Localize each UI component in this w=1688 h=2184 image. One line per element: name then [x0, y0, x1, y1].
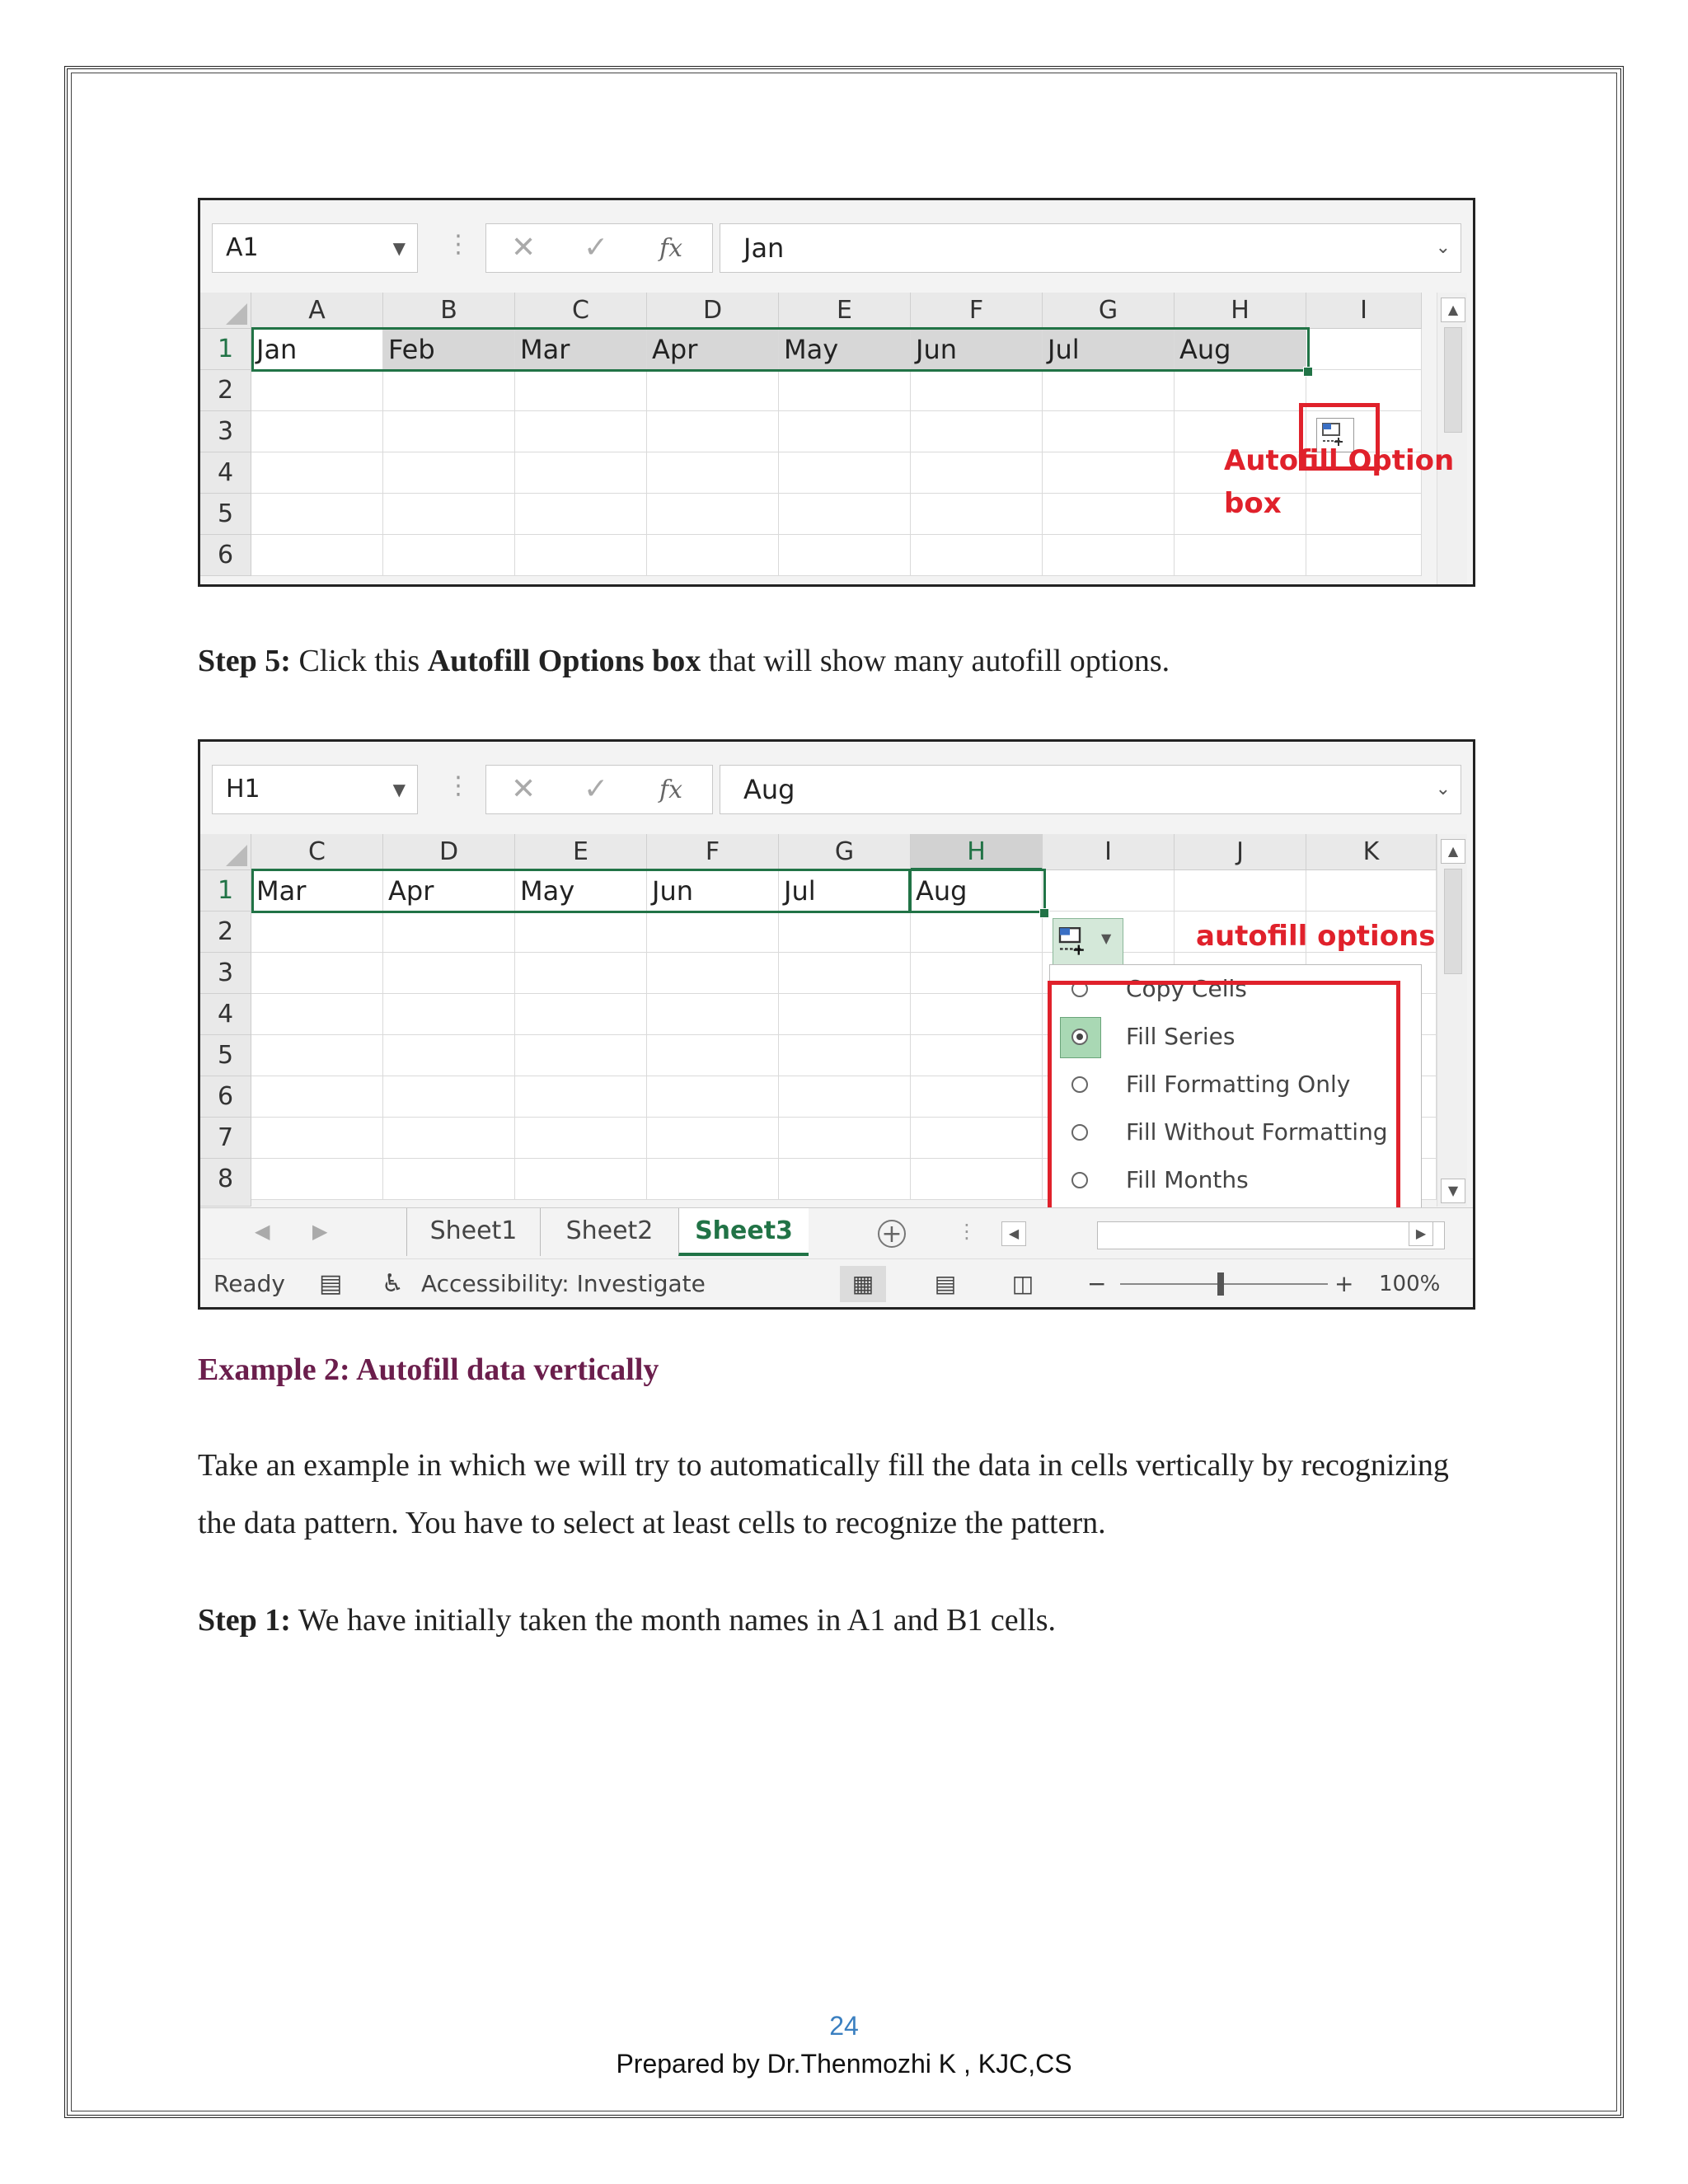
cell[interactable] — [383, 494, 515, 535]
cell[interactable] — [911, 1159, 1043, 1200]
cell[interactable] — [779, 535, 911, 576]
column-header[interactable]: C — [515, 293, 647, 329]
step-text: Click this — [290, 644, 428, 678]
cell[interactable] — [383, 1035, 515, 1076]
enter-check-icon[interactable]: ✓ — [584, 231, 609, 265]
cell[interactable] — [911, 411, 1043, 452]
macro-record-icon[interactable]: ▤ — [319, 1269, 343, 1298]
sheet-tab-bar — [200, 1207, 1473, 1259]
name-box-dropdown-icon[interactable]: ▼ — [392, 238, 406, 258]
cell[interactable] — [779, 1035, 911, 1076]
column-header[interactable]: K — [1306, 834, 1437, 870]
cell[interactable] — [515, 912, 647, 953]
dropdown-arrow-icon: ▼ — [1101, 930, 1112, 946]
cell[interactable] — [779, 994, 911, 1035]
tab-sheet1[interactable]: Sheet1 — [406, 1208, 540, 1256]
tab-sheet2[interactable]: Sheet2 — [540, 1208, 678, 1256]
scroll-up-icon[interactable]: ▲ — [1441, 298, 1465, 322]
row-header[interactable]: 4 — [200, 994, 251, 1035]
cell[interactable] — [515, 452, 647, 494]
cell[interactable] — [1306, 535, 1422, 576]
cell[interactable] — [251, 912, 383, 953]
column-header[interactable]: B — [383, 293, 515, 329]
step5-paragraph — [198, 643, 1170, 679]
column-header[interactable]: D — [647, 293, 779, 329]
vertical-dots-icon: ⋮ — [446, 771, 471, 800]
enter-check-icon[interactable]: ✓ — [584, 772, 609, 806]
cell[interactable] — [515, 494, 647, 535]
expand-formula-chevron-icon[interactable]: ⌄ — [1435, 779, 1451, 799]
zoom-slider-thumb[interactable] — [1217, 1272, 1224, 1296]
step1-paragraph — [198, 1602, 1056, 1638]
zoom-out-button[interactable]: − — [1087, 1270, 1107, 1297]
cell[interactable] — [1043, 535, 1175, 576]
status-ready: Ready — [213, 1270, 285, 1297]
page-break-icon[interactable]: ◫ — [1011, 1270, 1034, 1297]
vertical-dots-icon: ⋮ — [446, 230, 471, 259]
annotation-text: Autofill Option — [1224, 444, 1455, 477]
formula-buttons — [485, 223, 713, 273]
horizontal-scrollbar[interactable] — [1097, 1221, 1445, 1249]
cell-g1[interactable]: Jul — [1043, 329, 1175, 370]
cell[interactable] — [647, 953, 779, 994]
cell[interactable] — [779, 1076, 911, 1118]
row-header[interactable]: 4 — [200, 452, 251, 494]
select-all-corner[interactable] — [200, 293, 251, 329]
cell-d1[interactable]: Apr — [383, 870, 515, 912]
step-bold-text: Autofill Options box — [427, 644, 701, 678]
row-header[interactable]: 5 — [200, 1035, 251, 1076]
cell[interactable] — [647, 452, 779, 494]
row-header[interactable]: 7 — [200, 1118, 251, 1159]
prepared-by: Prepared by Dr.Thenmozhi K , KJC,CS — [616, 2049, 1072, 2079]
cell[interactable] — [1043, 870, 1175, 912]
column-header[interactable]: F — [647, 834, 779, 870]
menu-item-label: Fill Without Formatting — [1126, 1118, 1388, 1146]
column-header[interactable]: E — [779, 293, 911, 329]
cell[interactable] — [515, 1076, 647, 1118]
row-header[interactable]: 1 — [200, 870, 251, 912]
status-bar — [200, 1258, 1473, 1309]
scroll-thumb[interactable] — [1444, 327, 1462, 433]
formula-input[interactable] — [720, 765, 1461, 814]
insert-function-icon[interactable]: fx — [659, 234, 683, 263]
formula-input[interactable] — [720, 223, 1461, 273]
name-box-value: H1 — [226, 775, 260, 804]
new-sheet-icon[interactable]: + — [878, 1220, 906, 1248]
fill-handle[interactable] — [1303, 367, 1313, 377]
cell-e1[interactable]: May — [779, 329, 911, 370]
cell[interactable] — [251, 535, 383, 576]
column-header[interactable]: D — [383, 834, 515, 870]
zoom-level[interactable]: 100% — [1379, 1272, 1441, 1296]
cell[interactable] — [911, 953, 1043, 994]
cell[interactable] — [515, 994, 647, 1035]
column-header[interactable]: G — [779, 834, 911, 870]
normal-view-icon[interactable]: ▦ — [840, 1266, 886, 1302]
autofill-options-icon — [1058, 927, 1091, 957]
cell[interactable] — [779, 411, 911, 452]
cell[interactable] — [779, 1159, 911, 1200]
cell[interactable] — [647, 370, 779, 411]
cell[interactable] — [251, 953, 383, 994]
cell[interactable] — [251, 994, 383, 1035]
column-header[interactable]: C — [251, 834, 383, 870]
row-header[interactable]: 1 — [200, 329, 251, 370]
vertical-dots-icon: ⋮ — [957, 1220, 977, 1243]
cell[interactable] — [647, 912, 779, 953]
cell[interactable] — [515, 535, 647, 576]
cell[interactable] — [515, 1118, 647, 1159]
expand-formula-chevron-icon[interactable]: ⌄ — [1435, 237, 1451, 258]
cell[interactable] — [647, 1035, 779, 1076]
row-header[interactable]: 3 — [200, 411, 251, 452]
formula-bar — [200, 200, 1473, 293]
menu-item-label: Copy Cells — [1126, 975, 1247, 1002]
tab-prev-icon[interactable]: ◀ — [255, 1220, 270, 1243]
cell[interactable] — [251, 1159, 383, 1200]
cell[interactable] — [779, 370, 911, 411]
zoom-in-button[interactable]: + — [1334, 1270, 1354, 1297]
column-header[interactable]: E — [515, 834, 647, 870]
fill-handle[interactable] — [1039, 908, 1049, 918]
cell[interactable] — [911, 452, 1043, 494]
cell-f1[interactable]: Jun — [911, 329, 1043, 370]
row-header[interactable]: 8 — [200, 1159, 251, 1207]
cell[interactable] — [911, 494, 1043, 535]
vertical-scrollbar[interactable] — [1437, 834, 1467, 1207]
step-text: that will show many autofill options. — [701, 644, 1170, 678]
autofill-options-dropdown[interactable] — [1053, 918, 1123, 966]
row-header[interactable]: 6 — [200, 1076, 251, 1118]
cell[interactable] — [251, 494, 383, 535]
cell[interactable] — [911, 912, 1043, 953]
cell[interactable] — [251, 370, 383, 411]
cell[interactable] — [911, 1118, 1043, 1159]
step-label: Step 1: — [198, 1603, 291, 1638]
cell[interactable] — [911, 535, 1043, 576]
page-layout-icon[interactable]: ▤ — [934, 1270, 957, 1297]
cell[interactable] — [911, 994, 1043, 1035]
cell-f1[interactable]: Jun — [647, 870, 779, 912]
cancel-icon[interactable]: ✕ — [511, 231, 537, 265]
name-box-value: A1 — [226, 233, 259, 262]
cell[interactable] — [1306, 870, 1437, 912]
accessibility-icon[interactable]: ♿ — [382, 1269, 404, 1298]
cell-e1[interactable]: May — [515, 870, 647, 912]
scroll-up-icon[interactable]: ▲ — [1441, 839, 1465, 864]
cell-a1[interactable]: Jan — [251, 329, 383, 370]
column-header[interactable]: G — [1043, 293, 1175, 329]
row-header[interactable]: 2 — [200, 370, 251, 411]
column-header[interactable]: I — [1306, 293, 1422, 329]
formula-bar — [200, 742, 1473, 834]
cell[interactable] — [251, 452, 383, 494]
cell[interactable] — [383, 370, 515, 411]
cell[interactable] — [779, 1118, 911, 1159]
name-box-dropdown-icon[interactable]: ▼ — [392, 780, 406, 799]
cell[interactable] — [647, 1076, 779, 1118]
cell[interactable] — [1175, 370, 1306, 411]
cell-g1[interactable]: Jul — [779, 870, 911, 912]
cell[interactable] — [647, 535, 779, 576]
cell[interactable] — [383, 994, 515, 1035]
cell[interactable] — [251, 411, 383, 452]
hscroll-right-icon[interactable]: ▶ — [1409, 1221, 1433, 1246]
cell[interactable] — [383, 953, 515, 994]
cell[interactable] — [251, 1118, 383, 1159]
vertical-scrollbar[interactable] — [1437, 293, 1467, 587]
cell[interactable] — [383, 452, 515, 494]
cell[interactable] — [647, 994, 779, 1035]
cell-c1[interactable]: Mar — [251, 870, 383, 912]
column-header[interactable]: A — [251, 293, 383, 329]
row-header[interactable]: 6 — [200, 535, 251, 576]
step-label: Step 5: — [198, 644, 291, 678]
cell[interactable] — [515, 370, 647, 411]
row-header[interactable]: 5 — [200, 494, 251, 535]
cell-i1[interactable] — [1306, 329, 1422, 370]
excel-screenshot-1 — [198, 198, 1475, 587]
cell[interactable] — [779, 912, 911, 953]
annotation-text: autofill options — [1196, 920, 1436, 953]
column-header[interactable]: F — [911, 293, 1043, 329]
cell[interactable] — [647, 1118, 779, 1159]
name-box[interactable] — [212, 223, 418, 273]
insert-function-icon[interactable]: fx — [659, 776, 683, 804]
hscroll-left-icon[interactable]: ◀ — [1001, 1221, 1026, 1246]
example-heading: Example 2: Autofill data vertically — [198, 1352, 659, 1387]
cell[interactable] — [515, 953, 647, 994]
cell[interactable] — [647, 494, 779, 535]
cell[interactable] — [251, 1035, 383, 1076]
annotation-text: box — [1224, 487, 1282, 520]
cell-c1[interactable]: Mar — [515, 329, 647, 370]
cell[interactable] — [1306, 494, 1422, 535]
cell[interactable] — [1043, 370, 1175, 411]
cell-h1[interactable]: Aug — [911, 870, 1043, 912]
column-header[interactable]: J — [1175, 834, 1306, 870]
row-header[interactable]: 3 — [200, 953, 251, 994]
scroll-thumb[interactable] — [1444, 869, 1462, 974]
paragraph-line: Take an example in which we will try to automatically fill the data in cells vertically by recognizing — [198, 1448, 1449, 1483]
tab-sheet3[interactable]: Sheet3 — [678, 1208, 809, 1256]
column-header[interactable]: I — [1043, 834, 1175, 870]
cell[interactable] — [647, 411, 779, 452]
cell[interactable] — [1043, 494, 1175, 535]
cell[interactable] — [647, 1159, 779, 1200]
cell[interactable] — [911, 1035, 1043, 1076]
scroll-down-icon[interactable]: ▼ — [1441, 1179, 1465, 1203]
cell[interactable] — [383, 912, 515, 953]
cell[interactable] — [383, 535, 515, 576]
cell[interactable] — [515, 1159, 647, 1200]
cell[interactable] — [779, 494, 911, 535]
formula-value: Jan — [743, 232, 785, 264]
menu-item-label: Fill Months — [1126, 1166, 1249, 1193]
formula-value: Aug — [743, 774, 795, 805]
cell[interactable] — [383, 1118, 515, 1159]
row-header[interactable]: 2 — [200, 912, 251, 953]
select-all-corner[interactable] — [200, 834, 251, 870]
column-header[interactable]: H — [1175, 293, 1306, 329]
cell[interactable] — [383, 1159, 515, 1200]
menu-item-label: Fill Series — [1126, 1023, 1236, 1050]
name-box[interactable] — [212, 765, 418, 814]
cell-h1[interactable]: Aug — [1175, 329, 1306, 370]
cell[interactable] — [779, 452, 911, 494]
formula-buttons — [485, 765, 713, 814]
cell[interactable] — [1175, 535, 1306, 576]
highlight-box — [1048, 981, 1400, 1215]
cancel-icon[interactable]: ✕ — [511, 772, 537, 806]
menu-item-label: Fill Formatting Only — [1126, 1071, 1351, 1098]
cell[interactable] — [515, 1035, 647, 1076]
cell[interactable] — [779, 953, 911, 994]
excel-screenshot-2 — [198, 739, 1475, 1310]
status-accessibility[interactable]: Accessibility: Investigate — [421, 1270, 706, 1297]
cell[interactable] — [1043, 411, 1175, 452]
cell[interactable] — [251, 1076, 383, 1118]
paragraph-line: the data pattern. You have to select at least cells to recognize the pattern. — [198, 1506, 1106, 1540]
tab-next-icon[interactable]: ▶ — [312, 1220, 328, 1243]
cell-b1[interactable]: Feb — [383, 329, 515, 370]
cell[interactable] — [1043, 452, 1175, 494]
cell[interactable] — [383, 1076, 515, 1118]
cell[interactable] — [911, 370, 1043, 411]
column-header[interactable]: H — [911, 834, 1043, 870]
cell-d1[interactable]: Apr — [647, 329, 779, 370]
page-number: 24 — [829, 2011, 859, 2041]
cell[interactable] — [1175, 870, 1306, 912]
cell[interactable] — [911, 1076, 1043, 1118]
cell[interactable] — [383, 411, 515, 452]
step-text: We have initially taken the month names in A1 and B1 cells. — [290, 1603, 1057, 1638]
zoom-slider[interactable] — [1120, 1283, 1328, 1285]
cell[interactable] — [515, 411, 647, 452]
